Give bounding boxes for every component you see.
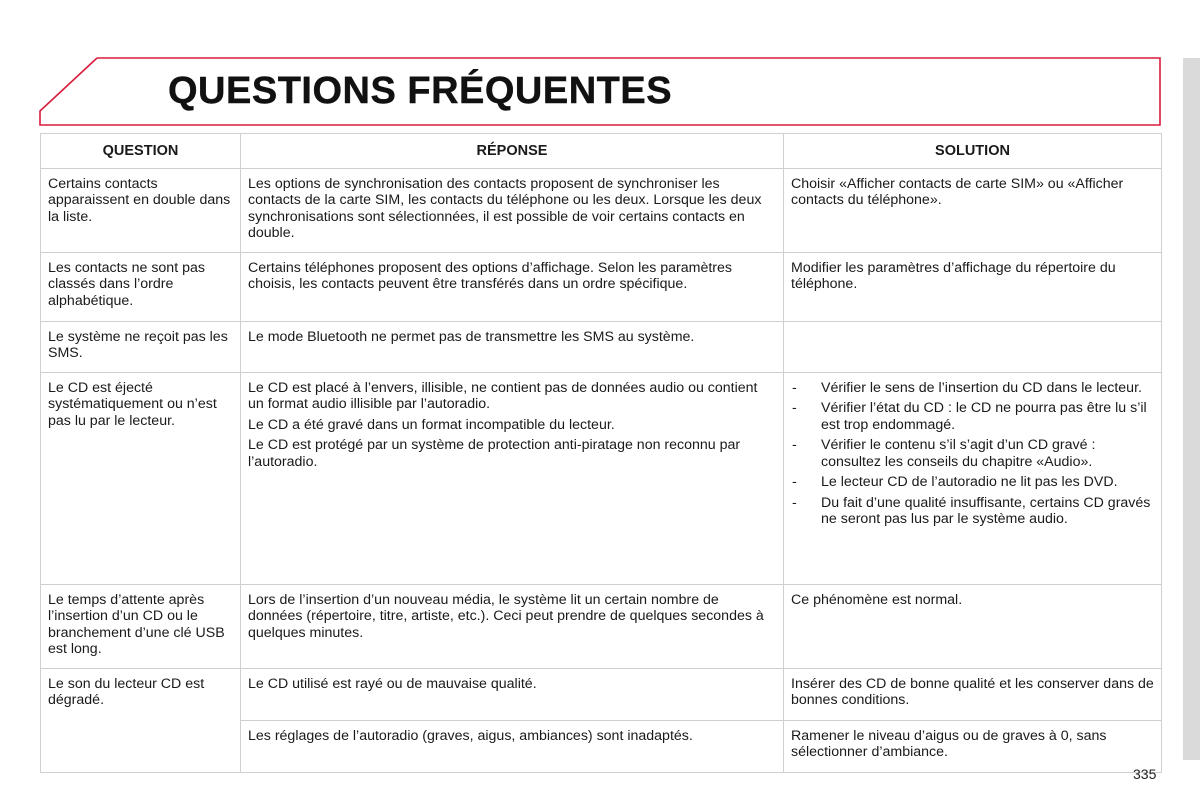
solution-cell	[784, 321, 1162, 372]
solution-cell	[784, 372, 1162, 584]
bullet-dash: -	[792, 474, 797, 490]
table-row	[41, 321, 1162, 372]
solution-item	[791, 474, 1154, 491]
question-cell: Les contacts ne sont pas classés dans l’ordre alphabétique.	[41, 252, 241, 321]
question-cell: Le système ne reçoit pas les SMS.	[41, 321, 241, 372]
answer-text: Le CD est protégé par un système de protection anti-piratage non reconnu par l’autoradio.	[248, 437, 741, 470]
answer-cell	[241, 321, 784, 372]
answer-cell	[241, 372, 784, 584]
solution-item	[791, 380, 1154, 397]
answer-cell	[241, 252, 784, 321]
solution-item-text: Vérifier le contenu s’il s’agit d’un CD gravé : consultez les conseils du chapitre «Audio».	[821, 437, 1096, 470]
bullet-dash: -	[792, 494, 797, 511]
page-number: 335	[1133, 766, 1157, 782]
answer-text: Les options de synchronisation des contacts proposent de synchroniser les contacts de la carte SIM, les contacts du téléphone ou les deux. Lorsque les deux synchronisations sont sélectionnées, il est possible de voir certains contacts en double.	[248, 175, 762, 241]
solution-item	[791, 437, 1154, 470]
table-row	[41, 372, 1162, 584]
answer-cell	[241, 168, 784, 252]
solution-item-text: Du fait d’une qualité insuffisante, certains CD gravés ne seront pas lus par le système audio.	[821, 494, 1151, 527]
faq-table	[40, 133, 1162, 773]
table-row	[41, 168, 1162, 252]
solution-cell: Modifier les paramètres d’affichage du répertoire du téléphone.	[784, 252, 1162, 321]
solution-item	[791, 495, 1154, 528]
side-tab-strip	[1183, 58, 1200, 760]
question-cell: Le temps d’attente après l’insertion d’un CD ou le branchement d’une clé USB est long.	[41, 584, 241, 668]
solution-item	[791, 400, 1154, 433]
faq-table-body	[41, 168, 1162, 772]
table-row	[41, 668, 1162, 720]
table-row	[41, 584, 1162, 668]
header-solution: SOLUTION	[784, 134, 1162, 169]
answer-text: Le CD est placé à l’envers, illisible, ne contient pas de données audio ou contient un format audio illisible par l’autoradio.	[248, 379, 758, 412]
answer-cell	[241, 584, 784, 668]
solution-list	[791, 380, 1154, 528]
solution-cell: Choisir «Afficher contacts de carte SIM» ou «Afficher contacts du téléphone».	[784, 168, 1162, 252]
bullet-dash: -	[792, 379, 797, 396]
table-header-row	[41, 134, 1162, 169]
solution-item-text: Vérifier le sens de l’insertion du CD dans le lecteur.	[821, 379, 1142, 396]
page-title: QUESTIONS FRÉQUENTES	[168, 70, 673, 112]
answer-text: Le mode Bluetooth ne permet pas de transmettre les SMS au système.	[248, 328, 695, 345]
answer-cell	[241, 668, 784, 720]
table-row	[41, 252, 1162, 321]
solution-cell: Ramener le niveau d’aigus ou de graves à 0, sans sélectionner d’ambiance.	[784, 720, 1162, 772]
question-cell: Certains contacts apparaissent en double dans la liste.	[41, 168, 241, 252]
answer-text: Le CD utilisé est rayé ou de mauvaise qualité.	[248, 675, 537, 692]
header-question: QUESTION	[41, 134, 241, 169]
answer-cell	[241, 720, 784, 772]
answer-text: Certains téléphones proposent des options d’affichage. Selon les paramètres choisis, les contacts peuvent être transférés dans un ordre spécifique.	[248, 259, 732, 292]
solution-cell: Ce phénomène est normal.	[784, 584, 1162, 668]
solution-cell: Insérer des CD de bonne qualité et les conserver dans de bonnes conditions.	[784, 668, 1162, 720]
bullet-dash: -	[792, 437, 797, 453]
solution-item-text: Le lecteur CD de l’autoradio ne lit pas les DVD.	[821, 474, 1118, 490]
question-cell: Le CD est éjecté systématiquement ou n’est pas lu par le lecteur.	[41, 372, 241, 584]
answer-text: Les réglages de l’autoradio (graves, aigus, ambiances) sont inadaptés.	[248, 727, 693, 744]
bullet-dash: -	[792, 400, 797, 416]
solution-item-text: Vérifier l’état du CD : le CD ne pourra pas être lu s’il est trop endommagé.	[821, 400, 1147, 433]
question-cell: Le son du lecteur CD est dégradé.	[41, 668, 241, 772]
answer-text: Le CD a été gravé dans un format incompatible du lecteur.	[248, 416, 615, 433]
answer-text: Lors de l’insertion d’un nouveau média, le système lit un certain nombre de données (répertoire, titre, artiste, etc.). Ceci peut prendre de quelques secondes à quelques minutes.	[248, 591, 764, 641]
header-answer: RÉPONSE	[241, 134, 784, 169]
